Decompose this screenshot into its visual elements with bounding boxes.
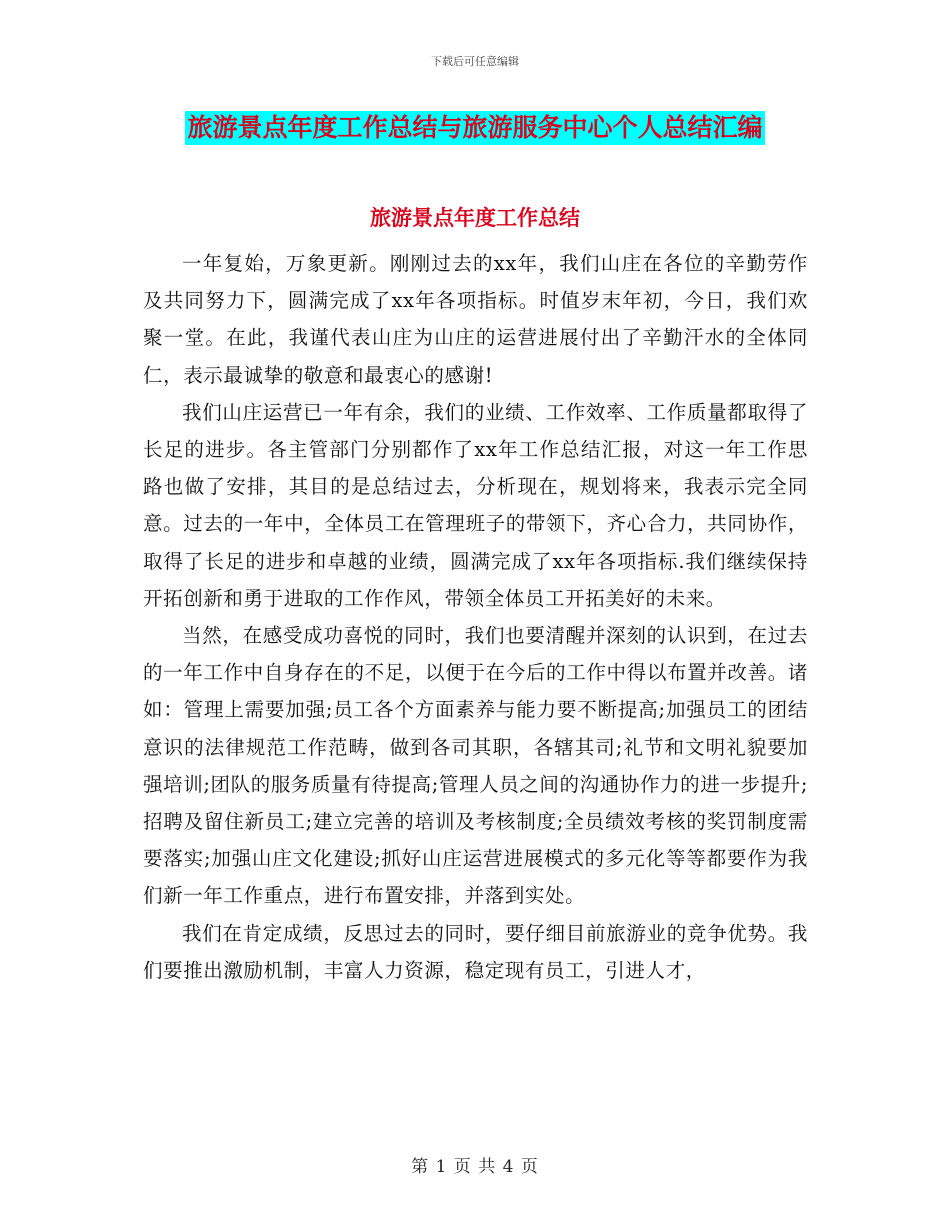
page-number-footer: 第 1 页 共 4 页 bbox=[411, 1157, 539, 1177]
document-title-wrap bbox=[0, 111, 950, 145]
document-body bbox=[143, 245, 808, 989]
header-note: 下载后可任意编辑 bbox=[431, 55, 519, 68]
paragraph: 我们山庄运营已一年有余，我们的业绩、工作效率、工作质量都取得了长足的进步。各主管部门分别都作了xx年工作总结汇报，对这一年工作思路也做了安排，其目的是总结过去，分析现在，规划将来，我表示完全同意。过去的一年中，全体员工在管理班子的带领下，齐心合力，共同协作，取得了长足的进步和卓越的业绩，圆满完成了xx年各项指标.我们继续保持开拓创新和勇于进取的工作作风，带领全体员工开拓美好的未来。 bbox=[143, 400, 808, 610]
paragraph: 当然，在感受成功喜悦的同时，我们也要清醒并深刻的认识到，在过去的一年工作中自身存在的不足，以便于在今后的工作中得以布置并改善。诸如：管理上需要加强;员工各个方面素养与能力要不断提高;加强员工的团结意识的法律规范工作范畴，做到各司其职，各辖其司;礼节和文明礼貌要加强培训;团队的服务质量有待提高;管理人员之间的沟通协作力的进一步提升;招聘及留住新员工;建立完善的培训及考核制度;全员绩效考核的奖罚制度需要落实;加强山庄文化建设;抓好山庄运营进展模式的多元化等等都要作为我们新一年工作重点，进行布置安排，并落到实处。 bbox=[143, 624, 808, 908]
section-title: 旅游景点年度工作总结 bbox=[370, 205, 580, 230]
document-title: 旅游景点年度工作总结与旅游服务中心个人总结汇编 bbox=[185, 111, 764, 145]
paragraph: 我们在肯定成绩，反思过去的同时，要仔细目前旅游业的竞争优势。我们要推出激励机制，丰富人力资源，稳定现有员工，引进人才， bbox=[143, 921, 808, 982]
paragraph: 一年复始，万象更新。刚刚过去的xx年，我们山庄在各位的辛勤劳作及共同努力下，圆满完成了xx年各项指标。时值岁末年初，今日，我们欢聚一堂。在此，我谨代表山庄为山庄的运营进展付出了辛勤汗水的全体同仁，表示最诚挚的敬意和最衷心的感谢! bbox=[143, 252, 808, 387]
